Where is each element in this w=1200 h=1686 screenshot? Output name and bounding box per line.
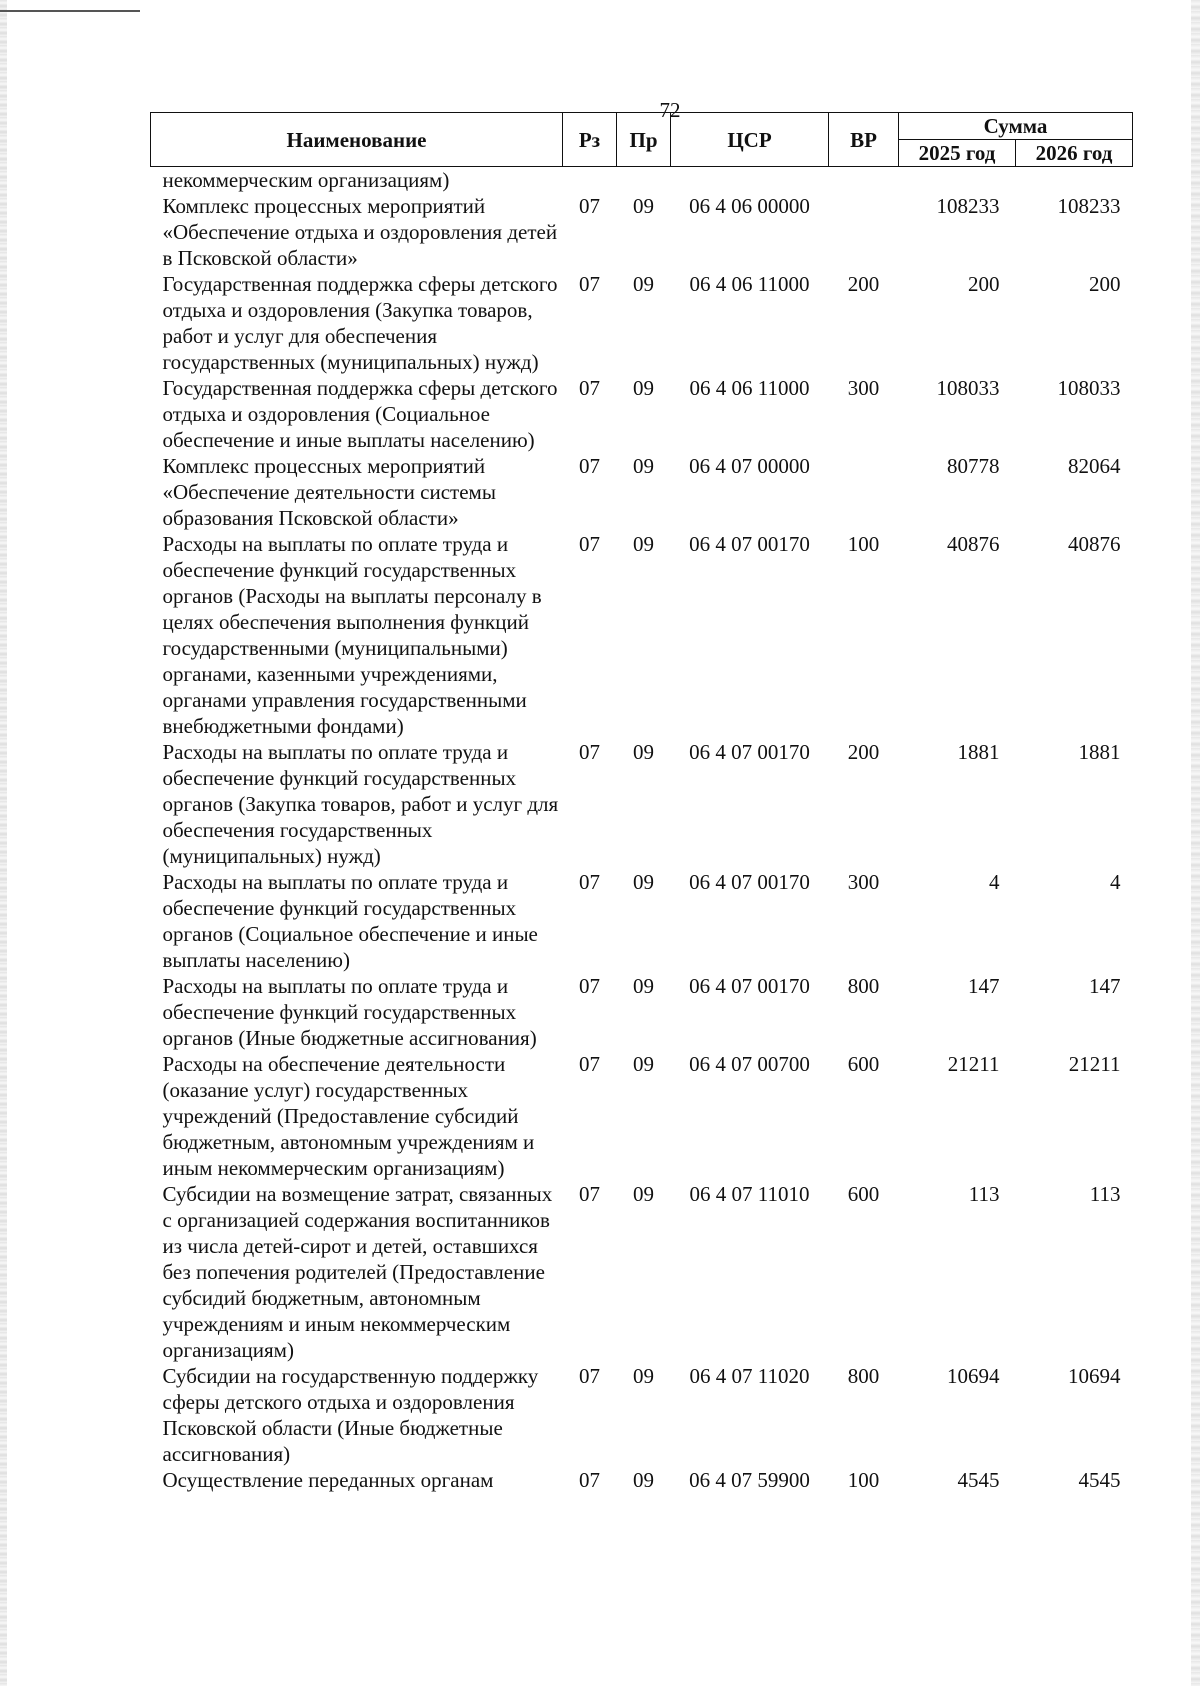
row-sum-2026: 147 <box>1089 974 1121 998</box>
row-sum-2025: 21211 <box>947 1052 1000 1076</box>
row-sum-2026: 21211 <box>1068 1052 1121 1076</box>
row-csr: 06 4 06 00000 <box>689 194 810 218</box>
table-row <box>151 271 1133 375</box>
row-sum-2025: 4545 <box>957 1468 1000 1492</box>
row-pr: 09 <box>633 1182 654 1206</box>
row-vr: 600 <box>847 1052 880 1076</box>
row-sum-2026 <box>1016 167 1133 194</box>
row-rz: 07 <box>579 1468 600 1492</box>
row-pr: 09 <box>633 454 654 478</box>
row-vr: 100 <box>847 532 880 556</box>
header-csr: ЦСР <box>671 113 829 167</box>
row-sum-2026: 108233 <box>1057 194 1121 218</box>
row-sum-2026: 40876 <box>1068 532 1121 556</box>
row-sum-2025: 4 <box>989 870 1000 894</box>
row-pr <box>617 167 671 194</box>
row-pr: 09 <box>633 376 654 400</box>
row-sum-2025: 40876 <box>947 532 1000 556</box>
scan-corner-line <box>0 10 140 12</box>
row-csr: 06 4 07 11020 <box>689 1364 810 1388</box>
row-rz: 07 <box>579 532 600 556</box>
row-rz: 07 <box>579 740 600 764</box>
header-name: Наименование <box>151 113 563 167</box>
table-row <box>151 1181 1133 1363</box>
row-pr: 09 <box>633 194 654 218</box>
table-row <box>151 1363 1133 1467</box>
table-header <box>151 113 1133 167</box>
row-csr: 06 4 07 00000 <box>689 454 810 478</box>
header-rz: Рз <box>563 113 617 167</box>
table-row <box>151 739 1133 869</box>
row-sum-2026: 4 <box>1110 870 1121 894</box>
row-sum-2026: 82064 <box>1068 454 1121 478</box>
scan-edge-left <box>0 0 7 1686</box>
row-name: Государственная поддержка сферы детского отдыха и оздоровления (Социальное обеспечение и иные выплаты населению) <box>162 376 558 452</box>
row-sum-2025: 80778 <box>947 454 1000 478</box>
row-csr: 06 4 07 00170 <box>689 870 810 894</box>
row-rz: 07 <box>579 1182 600 1206</box>
table-row <box>151 453 1133 531</box>
row-rz: 07 <box>579 454 600 478</box>
row-sum-2025: 147 <box>968 974 1000 998</box>
row-vr: 100 <box>847 1468 880 1492</box>
row-vr: 800 <box>847 1364 880 1388</box>
header-year-2025: 2025 год <box>899 140 1016 167</box>
row-csr: 06 4 07 59900 <box>689 1468 810 1492</box>
row-rz: 07 <box>579 1052 600 1076</box>
row-name: Расходы на выплаты по оплате труда и обеспечение функций государственных органов (Иные бюджетные ассигнования) <box>162 974 537 1050</box>
row-name: Субсидии на государственную поддержку сферы детского отдыха и оздоровления Псковской области (Иные бюджетные ассигнования) <box>162 1364 539 1466</box>
row-csr: 06 4 07 00170 <box>689 532 810 556</box>
header-vr: ВР <box>829 113 899 167</box>
page-number: 72 <box>659 98 681 122</box>
row-sum-2026: 108033 <box>1057 376 1121 400</box>
scan-edge-right <box>1191 0 1200 1686</box>
table-row <box>151 375 1133 453</box>
row-pr: 09 <box>633 1052 654 1076</box>
row-sum-2025: 108233 <box>936 194 1000 218</box>
row-name: Комплекс процессных мероприятий «Обеспечение отдыха и оздоровления детей в Псковской области» <box>162 194 558 270</box>
row-csr: 06 4 07 00170 <box>689 974 810 998</box>
row-name: Комплекс процессных мероприятий «Обеспечение деятельности системы образования Псковской области» <box>162 454 496 530</box>
row-name: Расходы на выплаты по оплате труда и обеспечение функций государственных органов (Закупка товаров, работ и услуг для обеспечения государственных (муниципальных) нужд) <box>162 740 559 868</box>
row-vr <box>829 193 899 271</box>
header-pr: Пр <box>617 113 671 167</box>
row-vr: 300 <box>847 376 880 400</box>
row-pr: 09 <box>633 272 654 296</box>
row-vr <box>829 453 899 531</box>
row-pr: 09 <box>633 740 654 764</box>
table-row <box>151 1051 1133 1181</box>
row-sum-2026: 113 <box>1089 1182 1121 1206</box>
row-csr: 06 4 07 11010 <box>689 1182 810 1206</box>
table-row <box>151 1467 1133 1493</box>
row-pr: 09 <box>633 1364 654 1388</box>
row-name: некоммерческим организациям) <box>162 168 450 192</box>
row-vr: 300 <box>847 870 880 894</box>
row-name: Осуществление переданных органам <box>162 1468 494 1492</box>
row-rz <box>563 167 617 194</box>
table-body <box>151 167 1133 1494</box>
row-name: Расходы на выплаты по оплате труда и обеспечение функций государственных органов (Расходы на выплаты персоналу в целях обеспечения выполнения функций государственными (муниципальными) органами, казенными учреждениями, органами управления государственными внебюджетными фондами) <box>162 532 542 738</box>
row-sum-2025: 200 <box>968 272 1000 296</box>
row-name: Субсидии на возмещение затрат, связанных с организацией содержания воспитанников из числа детей-сирот и детей, оставшихся без попечения родителей (Предоставление субсидий бюджетным, автономным учреждениям и иным некоммерческим организациям) <box>162 1182 553 1362</box>
row-csr: 06 4 07 00700 <box>689 1052 810 1076</box>
row-pr: 09 <box>633 870 654 894</box>
row-rz: 07 <box>579 974 600 998</box>
row-sum-2026: 200 <box>1089 272 1121 296</box>
row-sum-2025: 108033 <box>936 376 1000 400</box>
header-year-2026: 2026 год <box>1016 140 1133 167</box>
table-row <box>151 869 1133 973</box>
budget-table <box>150 112 1133 1493</box>
row-csr: 06 4 06 11000 <box>689 376 810 400</box>
row-sum-2026: 10694 <box>1068 1364 1121 1388</box>
row-sum-2026: 4545 <box>1078 1468 1121 1492</box>
row-rz: 07 <box>579 272 600 296</box>
table-row <box>151 531 1133 739</box>
row-pr: 09 <box>633 974 654 998</box>
row-csr: 06 4 07 00170 <box>689 740 810 764</box>
row-vr: 600 <box>847 1182 880 1206</box>
row-sum-2025: 10694 <box>947 1364 1000 1388</box>
header-sum: Сумма <box>899 113 1133 140</box>
row-sum-2025: 113 <box>968 1182 1000 1206</box>
row-rz: 07 <box>579 194 600 218</box>
row-csr: 06 4 06 11000 <box>689 272 810 296</box>
row-rz: 07 <box>579 1364 600 1388</box>
row-name: Расходы на обеспечение деятельности (оказание услуг) государственных учреждений (Предоставление субсидий бюджетным, автономным учреждениям и иным некоммерческим организациям) <box>162 1052 535 1180</box>
row-pr: 09 <box>633 1468 654 1492</box>
row-rz: 07 <box>579 376 600 400</box>
row-name: Государственная поддержка сферы детского отдыха и оздоровления (Закупка товаров, работ и услуг для обеспечения государственных (муниципальных) нужд) <box>162 272 558 374</box>
row-vr: 800 <box>847 974 880 998</box>
table-row <box>151 167 1133 194</box>
table-row <box>151 193 1133 271</box>
row-sum-2025: 1881 <box>957 740 1000 764</box>
row-pr: 09 <box>633 532 654 556</box>
row-name: Расходы на выплаты по оплате труда и обеспечение функций государственных органов (Социальное обеспечение и иные выплаты населению) <box>162 870 538 972</box>
row-vr: 200 <box>847 272 880 296</box>
row-sum-2026: 1881 <box>1078 740 1121 764</box>
row-vr: 200 <box>847 740 880 764</box>
row-csr <box>671 167 829 194</box>
row-sum-2025 <box>899 167 1016 194</box>
row-rz: 07 <box>579 870 600 894</box>
row-vr <box>829 167 899 194</box>
table-row <box>151 973 1133 1051</box>
